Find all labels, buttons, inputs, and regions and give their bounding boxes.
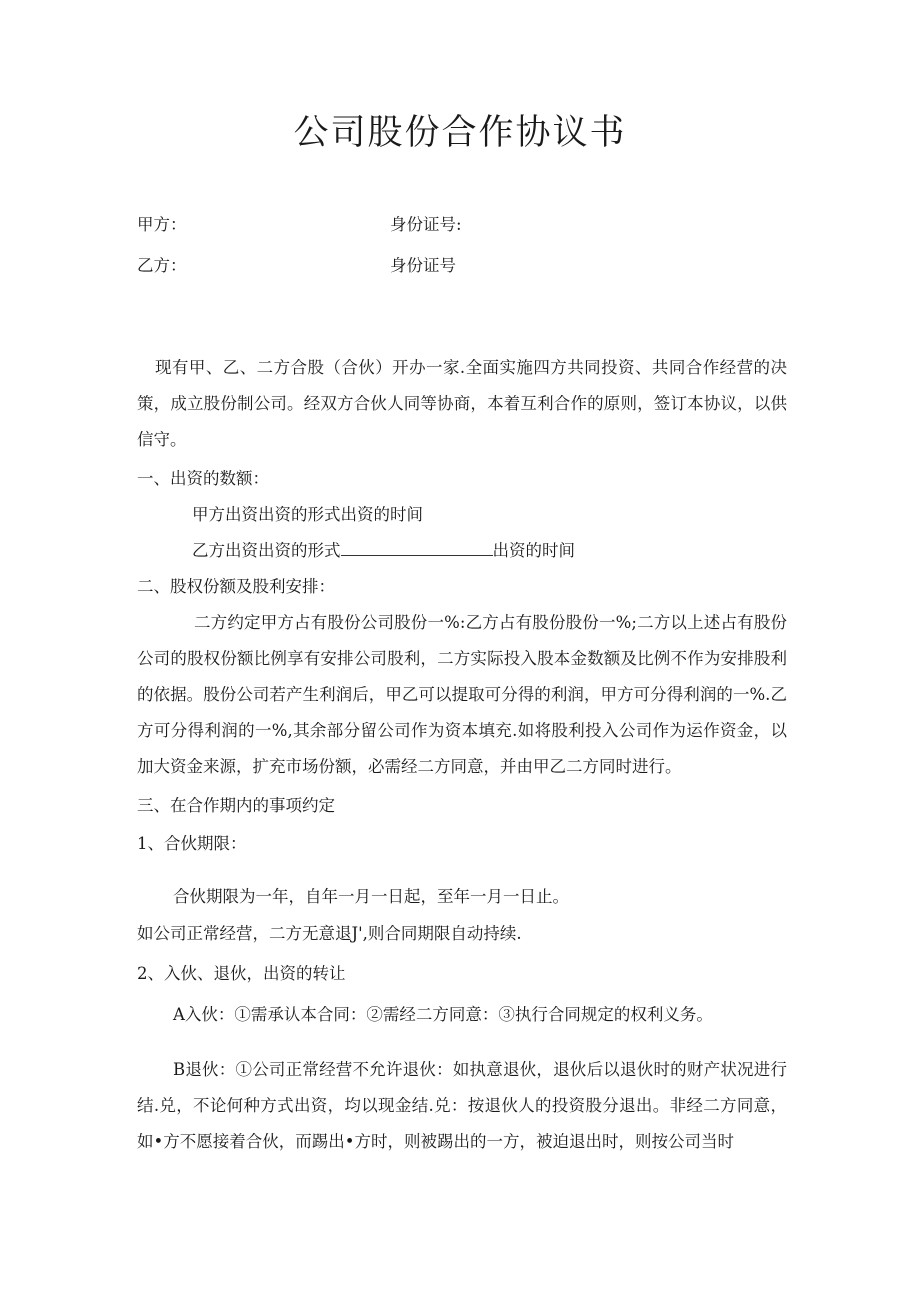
section-2-title: 二、股权份额及股利安排： [137,577,335,596]
party-b-label: 乙方： [137,256,187,275]
section-1-party-b [192,540,575,562]
party-b-id-label: 身份证号 [390,256,456,275]
subsection-2-title: 2、入伙、退伙，出资的转让 [137,964,346,983]
party-a-label: 甲方： [137,215,187,234]
document-title: 公司股份合作协议书 [293,113,627,153]
subsection-1-title: 1、合伙期限： [137,834,247,853]
intro-paragraph: 现有甲、乙、二方合股（合伙）开办一家.全面实施四方共同投资、共同合作经营的决策，成立股份制公司。经双方合伙人同等协商，本着互利合作的原则，签订本协议，以供信守。 [137,358,787,449]
section-1-title: 一、出资的数额： [137,469,269,488]
section-2-body: 二方约定甲方占有股份公司股份一%:乙方占有股份股份一%;二方以上述占有股份公司的股权份额比例享有安排公司股利，二方实际投入股本金数额及比例不作为安排股利的依据。股份公司若产生利润后，甲乙可以提取可分得的利润，甲方可分得利润的一%.乙方可分得利润的一%,其余部分留公司作为资本填充.如将股利投入公司作为运作资金，以加大资金来源，扩充市场份额，必需经二方同意，并由甲乙二方同时进行。 [137,613,787,776]
section-1-party-a: 甲方出资出资的形式出资的时间 [192,505,423,524]
subsection-1-body: 合伙期限为一年，自年一月一日起，至年一月一日止。 [173,887,569,906]
subsection-1-note: 如公司正常经营，二方无意退J',则合同期限自动持续. [137,924,522,943]
section-1-party-b-prefix: 乙方出资出资的形式 [192,541,341,560]
section-1-party-b-suffix: 出资的时间 [492,541,575,560]
item-a-joining: A入伙：①需承认本合同：②需经二方同意：③执行合同规定的权利义务。 [173,1005,713,1024]
item-b-withdrawal: B退伙：①公司正常经营不允许退伙：如执意退伙，退伙后以退伙时的财产状况进行结.兑，不论何种方式出资，均以现金结.兑：按退伙人的投资股分退出。非经二方同意，如•方不愿接着合伙，而踢出•方时，则被踢出的一方，被迫退出时，则按公司当时 [137,1060,787,1151]
section-3-title: 三、在合作期内的事项约定 [137,796,335,815]
party-a-id-label: 身份证号: [390,215,462,234]
fill-in-blank [341,541,493,556]
